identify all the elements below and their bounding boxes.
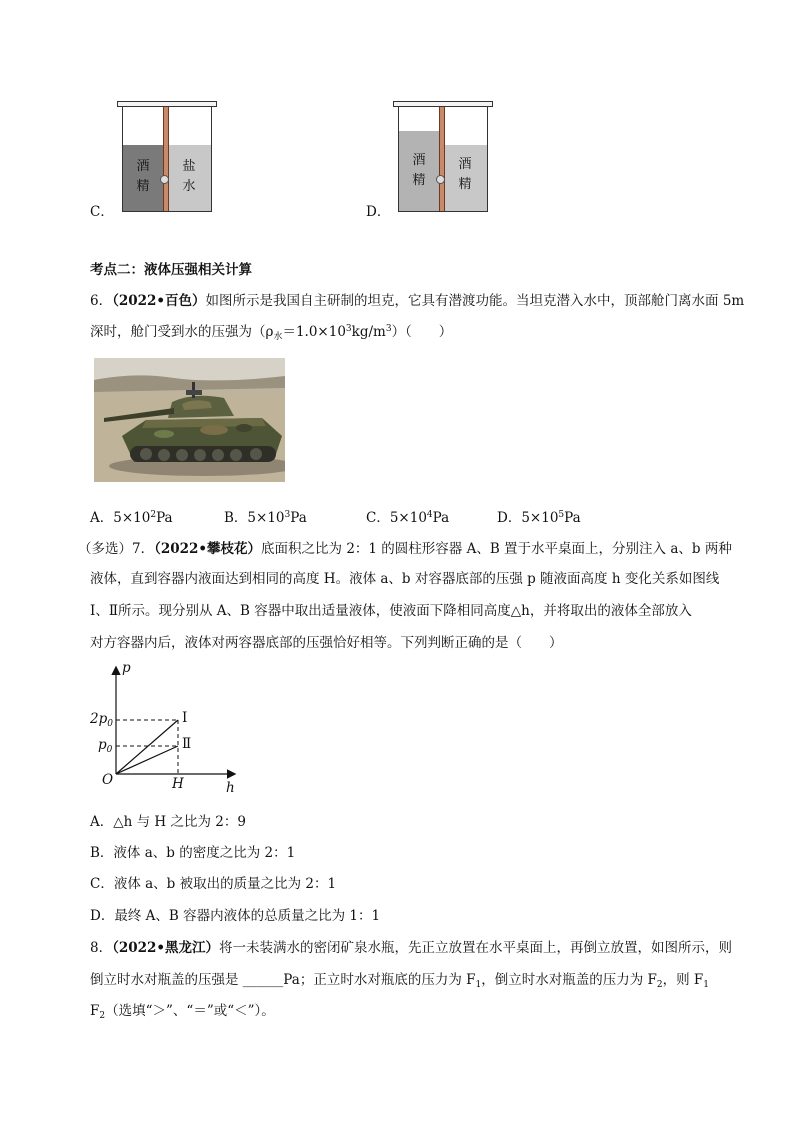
container-c <box>122 107 212 212</box>
line-I <box>116 720 178 774</box>
container-c-left-label: 酒 精 <box>136 159 150 194</box>
q7-prefix: （多选）7． <box>78 541 155 557</box>
q8-line1 <box>90 938 732 958</box>
line-II <box>116 746 178 774</box>
q6-text2a: 深时，舱门受到水的压强为（ρ <box>90 324 274 340</box>
option-c-letter: C． <box>90 204 114 220</box>
q7-option-c: C．液体 a、b 被取出的质量之比为 2：1 <box>90 876 337 892</box>
q7-graph <box>86 660 256 800</box>
q7-option-d: D．最终 A、B 容器内液体的总质量之比为 1：1 <box>90 908 381 924</box>
line-I-label: Ⅰ <box>182 710 188 726</box>
q6-text2d: ）（ ） <box>391 324 453 340</box>
q6-sup2: 3 <box>385 324 392 334</box>
q6-option-c: C．$5\times 10^4Pa$ <box>366 510 450 526</box>
x-axis-label: h <box>226 780 235 796</box>
container-c-right-label: 盐 水 <box>182 159 196 194</box>
section-title: 考点二：液体压强相关计算 <box>90 262 252 278</box>
q6-line1 <box>90 291 744 311</box>
tank-image <box>94 358 285 482</box>
x-tick-H: H <box>172 776 184 792</box>
container-d-left-label: 酒 精 <box>412 153 426 188</box>
q6-text2c: kg/m <box>351 324 386 340</box>
q6-text2b: ＝1.0×10 <box>282 324 346 340</box>
q8-number: 8． <box>90 940 113 956</box>
q7-line1 <box>78 537 732 557</box>
q6-sub-water: 水 <box>273 332 283 342</box>
y-tick-p0: $p_0$ <box>98 737 113 755</box>
q6-sup1: 3 <box>345 324 352 334</box>
tank-photo <box>94 358 285 482</box>
q6-line2 <box>90 322 452 342</box>
container-d-valve <box>436 175 445 184</box>
q7-text1: 底面积之比为 2：1 的圆柱形容器 A、B 置于水平桌面上，分别注入 a、b 两种 <box>261 541 732 557</box>
q6-source: （2022•百色） <box>112 293 206 309</box>
y-axis-label: p <box>122 660 131 676</box>
q7-line3: Ⅰ、Ⅱ所示。现分别从 A、B 容器中取出适量液体，使液面下降相同高度△h，并将取出的液体全部放入 <box>90 603 692 619</box>
q8-source: （2022•黑龙江） <box>112 940 220 956</box>
q8-text1: 将一未装满水的密闭矿泉水瓶，先正立放置在水平桌面上，再倒立放置，如图所示，则 <box>219 940 733 956</box>
q6-option-d: D．$5\times 10^5Pa$ <box>497 510 581 526</box>
q8-blank: ______ <box>242 972 284 988</box>
origin-label: O <box>102 772 114 788</box>
container-d-right-label: 酒 精 <box>458 157 472 192</box>
q7-option-b: B．液体 a、b 的密度之比为 2：1 <box>90 845 296 861</box>
line-II-label: Ⅱ <box>182 736 192 752</box>
q6-option-a: A．$5\times 10^2Pa$ <box>90 510 173 526</box>
option-d-letter: D． <box>366 204 391 220</box>
container-c-valve <box>160 175 169 184</box>
q7-option-a: A．△h 与 H 之比为 2：9 <box>90 814 246 830</box>
q8-line3: $F_2$（选填“＞”、“＝”或“＜”）。 <box>90 1003 275 1021</box>
q6-text1: 如图所示是我国自主研制的坦克，它具有潜渡功能。当坦克潜入水中，顶部舱门离水面 5m <box>205 293 745 309</box>
q7-source: （2022•攀枝花） <box>154 541 262 557</box>
container-c-divider <box>163 107 169 211</box>
q7-line4: 对方容器内后，液体对两容器底部的压强恰好相等。下列判断正确的是（ ） <box>90 635 563 651</box>
container-d <box>398 107 488 212</box>
q6-number: 6． <box>90 293 113 309</box>
q6-option-b: B．$5\times 10^3Pa$ <box>224 510 307 526</box>
container-d-divider <box>439 107 445 211</box>
q8-line2: 倒立时水对瓶盖的压强是 ______Pa；正立时水对瓶底的压力为 $F_1$，倒立时水对瓶盖的压力为 $F_2$，则 $F_1$ <box>90 972 710 990</box>
y-tick-2p0: $2p_0$ <box>90 711 113 729</box>
q7-line2: 液体，直到容器内液面达到相同的高度 H。液体 a、b 对容器底部的压强 p 随液面高度 h 变化关系如图线 <box>90 571 720 587</box>
